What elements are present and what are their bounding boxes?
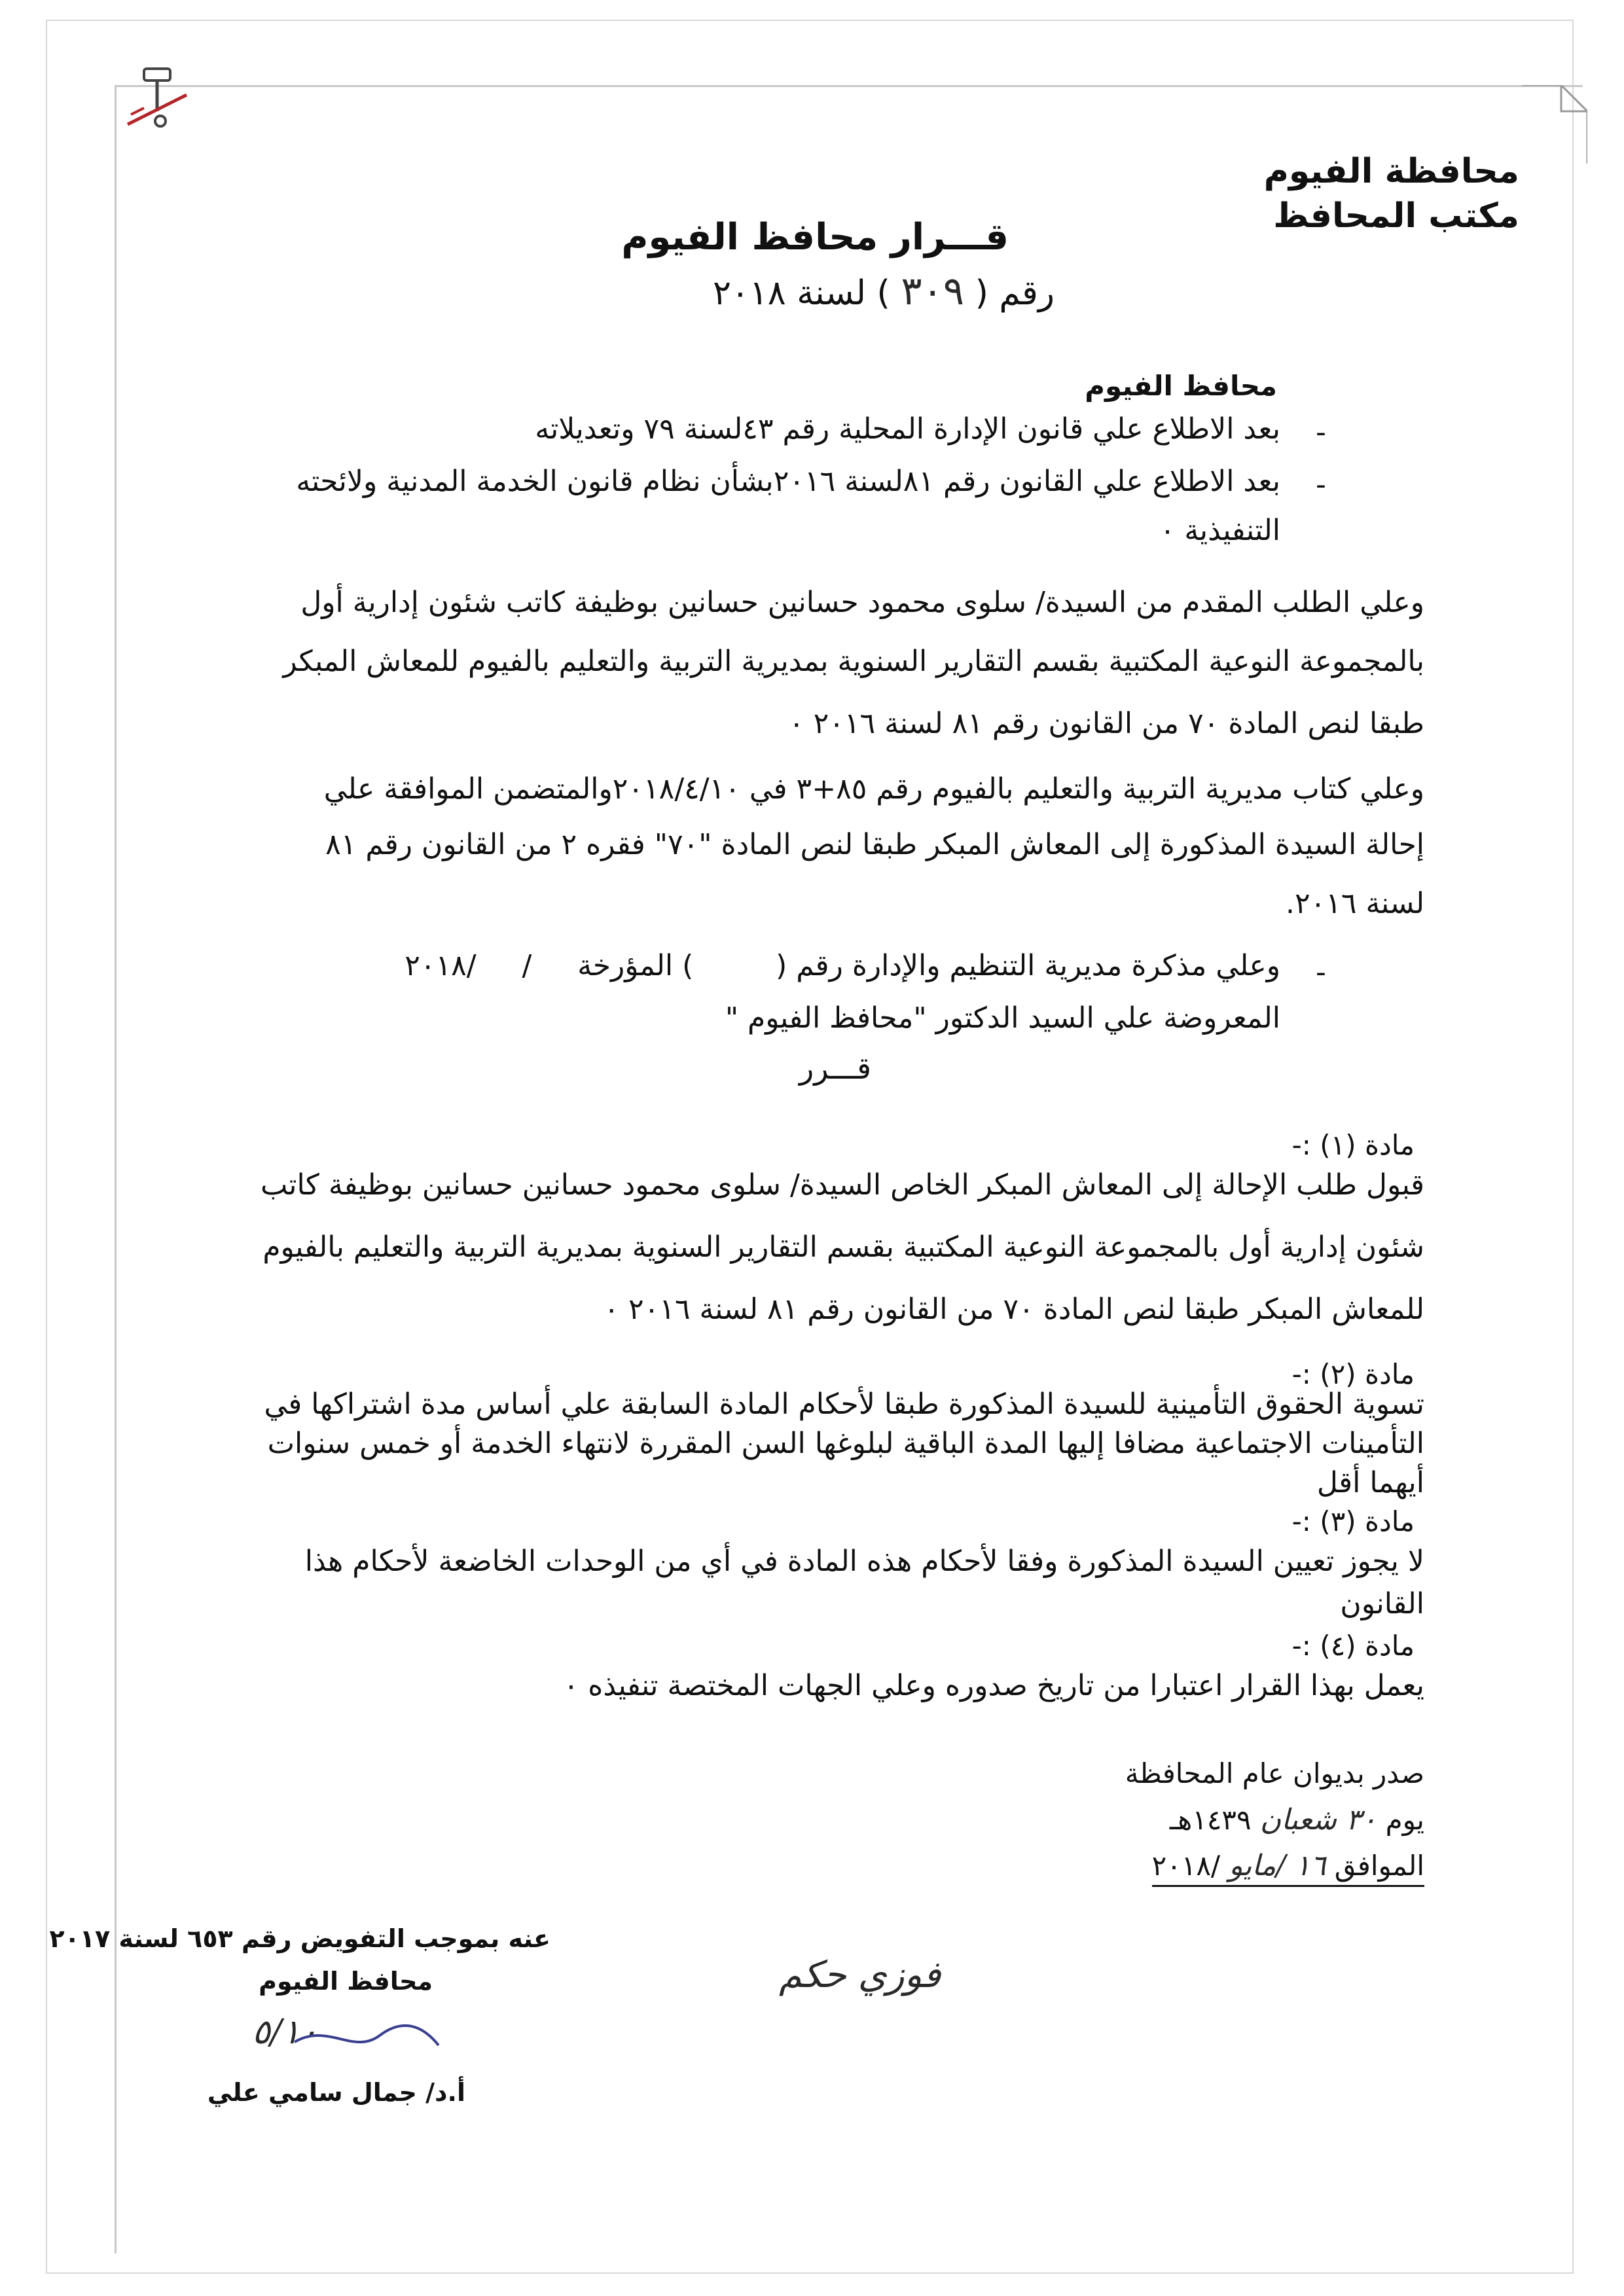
- memo-line: المعروضة علي السيد الدكتور "محافظ الفيوم ": [725, 1001, 1280, 1035]
- letter-line: لسنة ٢٠١٦.: [1285, 887, 1424, 920]
- letter-line: إحالة السيدة المذكورة إلى المعاش المبكر طبقا لنص المادة "٧٠" فقره ٢ من القانون رقم ٨١: [325, 828, 1424, 861]
- handwritten-date: ١٦ /مايو: [1229, 1849, 1326, 1882]
- day-label: يوم: [1385, 1804, 1424, 1836]
- equiv-label: الموافق: [1334, 1850, 1424, 1882]
- article-title: مادة (٢) :-: [1291, 1358, 1415, 1390]
- gregorian-year: /٢٠١٨: [1151, 1850, 1221, 1882]
- article-line: تسوية الحقوق التأمينية للسيدة المذكورة طبقا لأحكام المادة السابقة علي أساس مدة اشتراكها في: [264, 1388, 1424, 1421]
- bullet-dash: -: [1316, 416, 1326, 449]
- staple-mark-icon: [124, 59, 203, 137]
- article-line: التأمينات الاجتماعية مضافا إليها المدة الباقية لبلوغها السن المقررة لانتهاء الخدمة أو خمس سنوات: [267, 1427, 1424, 1460]
- bullet-dash: -: [1316, 956, 1326, 989]
- signatory-name: أ.د/ جمال سامي علي: [207, 2078, 465, 2107]
- memo-line: وعلي مذكرة مديرية التنظيم والإدارة رقم ( ) المؤرخة / /٢٠١٨: [405, 949, 1280, 982]
- office-department: مكتب المحافظ: [1273, 196, 1519, 236]
- number-suffix: ) لسنة ٢٠١٨: [712, 274, 890, 313]
- article-line: أيهما أقل: [1316, 1466, 1424, 1499]
- issuer: محافظ الفيوم: [1085, 370, 1277, 402]
- signature-mark-icon: [288, 2016, 445, 2062]
- article-title: مادة (٤) :-: [1291, 1630, 1415, 1662]
- article-line: القانون: [1340, 1587, 1424, 1621]
- request-line: طبقا لنص المادة ٧٠ من القانون رقم ٨١ لسنة ٢٠١٦ ٠: [789, 707, 1424, 740]
- issued-gregorian: [1152, 1849, 1424, 1887]
- preamble-item-cont: التنفيذية ٠: [1159, 514, 1280, 547]
- issued-place: صدر بديوان عام المحافظة: [1125, 1757, 1424, 1789]
- article-line: قبول طلب الإحالة إلى المعاش المبكر الخاص السيدة/ سلوى محمود حسانين حسانين بوظيفة كاتب: [261, 1168, 1424, 1202]
- letter-line: وعلي كتاب مديرية التربية والتعليم بالفيوم رقم ٨٥+٣ في ٢٠١٨/٤/١٠والمتضمن الموافقة علي: [323, 772, 1424, 806]
- article-title: مادة (٣) :-: [1291, 1505, 1415, 1537]
- office-name: محافظة الفيوم: [1263, 152, 1519, 191]
- article-title: مادة (١) :-: [1291, 1129, 1415, 1161]
- handwritten-number: ٣٠٩: [901, 268, 965, 314]
- delegation-note: عنه بموجب التفويض رقم ٦٥٣ لسنة ٢٠١٧: [49, 1924, 550, 1953]
- article-line: يعمل بهذا القرار اعتبارا من تاريخ صدوره وعلي الجهات المختصة تنفيذه ٠: [563, 1669, 1424, 1702]
- preamble-item: بعد الاطلاع علي قانون الإدارة المحلية رقم ٤٣لسنة ٧٩ وتعديلاته: [535, 412, 1280, 446]
- number-prefix: رقم (: [975, 274, 1055, 313]
- decision-number: [713, 268, 1055, 314]
- request-line: وعلي الطلب المقدم من السيدة/ سلوى محمود حسانين حسانين بوظيفة كاتب شئون إدارية أول: [300, 586, 1424, 619]
- request-line: بالمجموعة النوعية المكتبية بقسم التقارير السنوية بمديرية التربية والتعليم بالفيوم للمعاش المبكر: [283, 645, 1424, 678]
- article-line: لا يجوز تعيين السيدة المذكورة وفقا لأحكام هذه المادة في أي من الوحدات الخاضعة لأحكام هذا: [304, 1545, 1424, 1578]
- article-line: للمعاش المبكر طبقا لنص المادة ٧٠ من القانون رقم ٨١ لسنة ٢٠١٦ ٠: [604, 1293, 1424, 1326]
- handwritten-initials: فوزي حكم: [779, 1954, 941, 1996]
- bullet-dash: -: [1316, 468, 1326, 501]
- preamble-item: بعد الاطلاع علي القانون رقم ٨١لسنة ٢٠١٦بشأن نظام قانون الخدمة المدنية ولائحته: [296, 465, 1280, 498]
- handwritten-day: ٣٠ شعبان: [1259, 1803, 1377, 1837]
- hijri-year: ١٤٣٩هـ: [1169, 1804, 1252, 1836]
- decides-heading: قـــرر: [799, 1050, 871, 1086]
- decision-title: قـــرار محافظ الفيوم: [621, 216, 1009, 259]
- folded-corner-icon: [1522, 85, 1587, 164]
- article-line: شئون إدارية أول بالمجموعة النوعية المكتبية بقسم التقارير السنوية بمديرية التربية والتعليم بالفيوم: [262, 1230, 1424, 1264]
- signature-scribble: ٥/١٠: [252, 2013, 319, 2052]
- signature-title: محافظ الفيوم: [259, 1967, 433, 1996]
- issued-day: [1170, 1803, 1424, 1837]
